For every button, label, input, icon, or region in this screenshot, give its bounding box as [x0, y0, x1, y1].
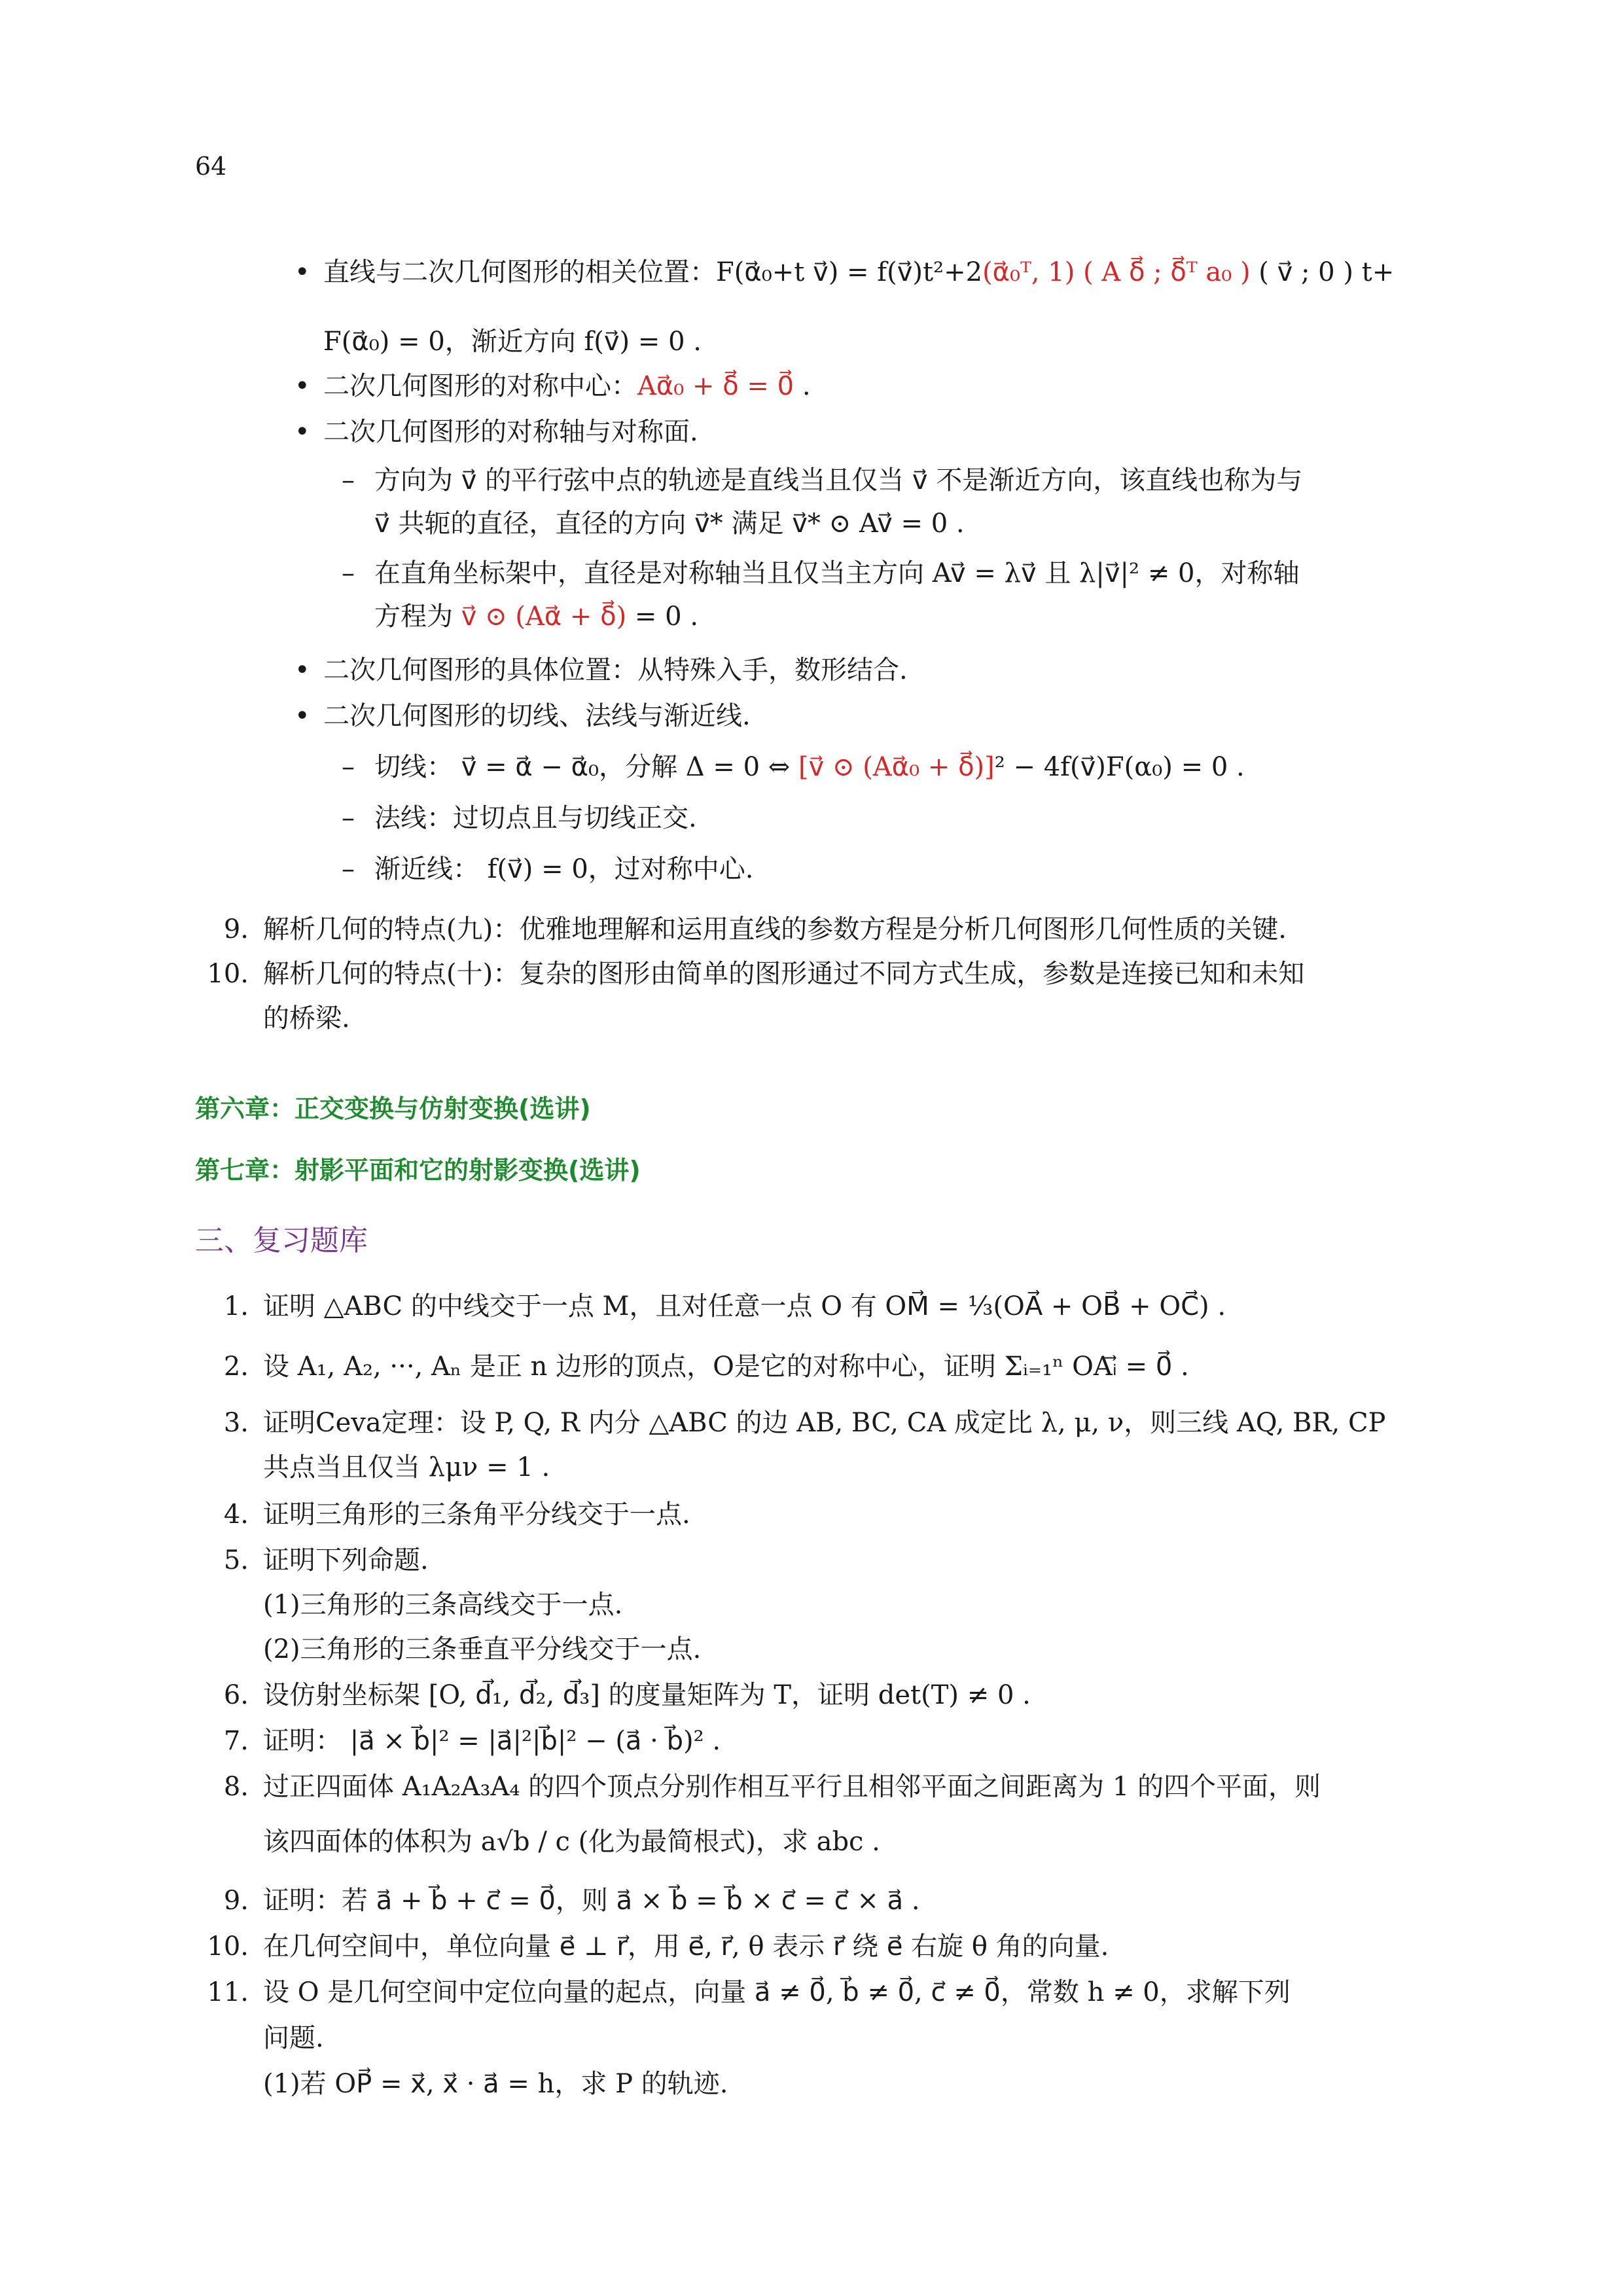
item-number: 9.: [223, 914, 249, 944]
review-number: 11.: [207, 1977, 249, 2007]
dash-marker: –: [342, 752, 355, 782]
text-segment: = 0 .: [626, 601, 699, 632]
highlighted-math: (α⃗₀ᵀ, 1) ( A δ⃗ ; δ⃗ᵀ a₀ ): [982, 257, 1251, 287]
review-text: 证明 △ABC 的中线交于一点 M，且对任意一点 O 有 OM⃗ = ⅓(OA⃗ + OB⃗ + OC⃗) .: [263, 1291, 1226, 1321]
review-text: 证明：若 a⃗ + b⃗ + c⃗ = 0⃗，则 a⃗ × b⃗ = b⃗ × c⃗ = c⃗ × a⃗ .: [263, 1886, 920, 1916]
review-number: 10.: [207, 1931, 249, 1962]
text-segment: 二次几何图形的具体位置：从特殊入手，数形结合.: [323, 655, 908, 685]
text-segment: 直线与二次几何图形的相关位置：F(α⃗₀+t v⃗) = f(v⃗)t²+2: [323, 257, 983, 287]
text-segment: 方向为 v⃗ 的平行弦中点的轨迹是直线当且仅当 v⃗ 不是渐近方向，该直线也称为与: [374, 465, 1303, 495]
text-segment: .: [794, 371, 811, 401]
highlighted-math: v⃗ ⊙ (Aα⃗ + δ⃗): [461, 601, 627, 632]
review-text: 该四面体的体积为 a√b / c (化为最简根式)，求 abc .: [263, 1827, 880, 1857]
bullet-marker: •: [294, 655, 310, 685]
review-text: 设 A₁, A₂, ···, Aₙ 是正 n 边形的顶点，O是它的对称中心，证明 Σᵢ₌₁ⁿ OAᵢ⃗ = 0⃗ .: [263, 1352, 1189, 1382]
dash-marker: –: [342, 558, 355, 588]
dash-line: [374, 853, 754, 885]
dash-marker: –: [342, 854, 355, 884]
dash-line: [374, 751, 1245, 783]
item-text: 解析几何的特点(十)：复杂的图形由简单的图形通过不同方式生成，参数是连接已知和未知: [263, 959, 1305, 989]
review-number: 7.: [223, 1726, 249, 1756]
bullet-line-relative-position: [323, 257, 1394, 288]
bullet-line-asymptote: [323, 326, 702, 357]
text-segment: 切线： v⃗ = α⃗ − α⃗₀，分解 Δ = 0 ⇔: [374, 752, 798, 782]
review-text: 证明Ceva定理：设 P, Q, R 内分 △ABC 的边 AB, BC, CA 成定比 λ, μ, ν，则三线 AQ, BR, CP: [263, 1408, 1386, 1438]
bullet-line-position: [323, 655, 908, 686]
highlighted-math: Aα⃗₀ + δ⃗ = 0⃗: [637, 371, 794, 401]
review-number: 6.: [223, 1680, 249, 1710]
text-segment: 二次几何图形的对称中心：: [323, 371, 637, 401]
dash-line: [374, 601, 698, 632]
review-text: (1)三角形的三条高线交于一点.: [263, 1590, 623, 1620]
text-segment: ( v⃗ ; 0 ) t+: [1258, 257, 1395, 287]
text-segment: 法线：过切点且与切线正交.: [374, 803, 697, 833]
text-segment: 渐近线： f(v⃗) = 0，过对称中心.: [374, 854, 754, 884]
item-number: 10.: [207, 959, 249, 989]
page-number: 64: [195, 152, 227, 181]
dash-line: [374, 465, 1302, 496]
dash-line: [374, 802, 697, 834]
review-text: (1)若 OP⃗ = x⃗, x⃗ · a⃗ = h，求 P 的轨迹.: [263, 2069, 728, 2099]
review-text: 设仿射坐标架 [O, d⃗₁, d⃗₂, d⃗₃] 的度量矩阵为 T，证明 det(T) ≠ 0 .: [263, 1680, 1031, 1710]
bullet-line-center: [323, 370, 811, 402]
bullet-marker: •: [294, 257, 310, 287]
text-segment: 二次几何图形的对称轴与对称面.: [323, 417, 698, 447]
review-text: 共点当且仅当 λμν = 1 .: [263, 1452, 550, 1482]
review-number: 3.: [223, 1408, 249, 1438]
review-number: 1.: [223, 1291, 249, 1321]
bullet-marker: •: [294, 371, 310, 401]
bullet-marker: •: [294, 701, 310, 731]
review-text: 证明三角形的三条角平分线交于一点.: [263, 1499, 690, 1530]
item-text: 的桥梁.: [263, 1003, 350, 1033]
review-text: 在几何空间中，单位向量 e⃗ ⊥ r⃗，用 e⃗, r⃗, θ 表示 r⃗ 绕 e⃗ 右旋 θ 角的向量.: [263, 1931, 1109, 1962]
review-text: 设 O 是几何空间中定位向量的起点，向量 a⃗ ≠ 0⃗, b⃗ ≠ 0⃗, c⃗ ≠ 0⃗，常数 h ≠ 0，求解下列: [263, 1977, 1291, 2007]
review-number: 2.: [223, 1352, 249, 1382]
review-text: (2)三角形的三条垂直平分线交于一点.: [263, 1634, 702, 1664]
text-segment: 在直角坐标架中，直径是对称轴当且仅当主方向 Av⃗ = λv⃗ 且 λ|v⃗|² ≠ 0，对称轴: [374, 558, 1300, 588]
text-segment: F(α⃗₀) = 0，渐近方向 f(v⃗) = 0 .: [323, 327, 702, 357]
bullet-marker: •: [294, 417, 310, 447]
dash-marker: –: [342, 465, 355, 495]
review-number: 8.: [223, 1772, 249, 1802]
highlighted-math: [v⃗ ⊙ (Aα⃗₀ + δ⃗)]: [798, 752, 995, 782]
dash-line: [374, 558, 1299, 589]
review-text: 证明： |a⃗ × b⃗|² = |a⃗|²|b⃗|² − (a⃗ · b⃗)² .: [263, 1726, 721, 1756]
text-segment: 二次几何图形的切线、法线与渐近线.: [323, 701, 751, 731]
review-number: 4.: [223, 1499, 249, 1530]
chapter-7-heading: 第七章：射影平面和它的射影变换(选讲): [195, 1156, 641, 1185]
section-heading: 三、复习题库: [195, 1224, 368, 1257]
dash-marker: –: [342, 803, 355, 833]
bullet-line-tangent: [323, 700, 751, 732]
review-text: 证明下列命题.: [263, 1545, 429, 1575]
text-segment: 方程为: [374, 601, 461, 632]
chapter-6-heading: 第六章：正交变换与仿射变换(选讲): [195, 1094, 591, 1123]
text-segment: v⃗ 共轭的直径，直径的方向 v⃗* 满足 v⃗* ⊙ Av⃗ = 0 .: [374, 509, 965, 539]
bullet-line-axis: [323, 416, 698, 448]
review-number: 5.: [223, 1545, 249, 1575]
review-text: 过正四面体 A₁A₂A₃A₄ 的四个顶点分别作相互平行且相邻平面之间距离为 1 的四个平面，则: [263, 1772, 1321, 1802]
review-text: 问题.: [263, 2023, 324, 2053]
item-text: 解析几何的特点(九)：优雅地理解和运用直线的参数方程是分析几何图形几何性质的关键.: [263, 914, 1287, 944]
review-number: 9.: [223, 1886, 249, 1916]
text-segment: ² − 4f(v⃗)F(α₀) = 0 .: [994, 752, 1245, 782]
dash-line: [374, 508, 965, 539]
